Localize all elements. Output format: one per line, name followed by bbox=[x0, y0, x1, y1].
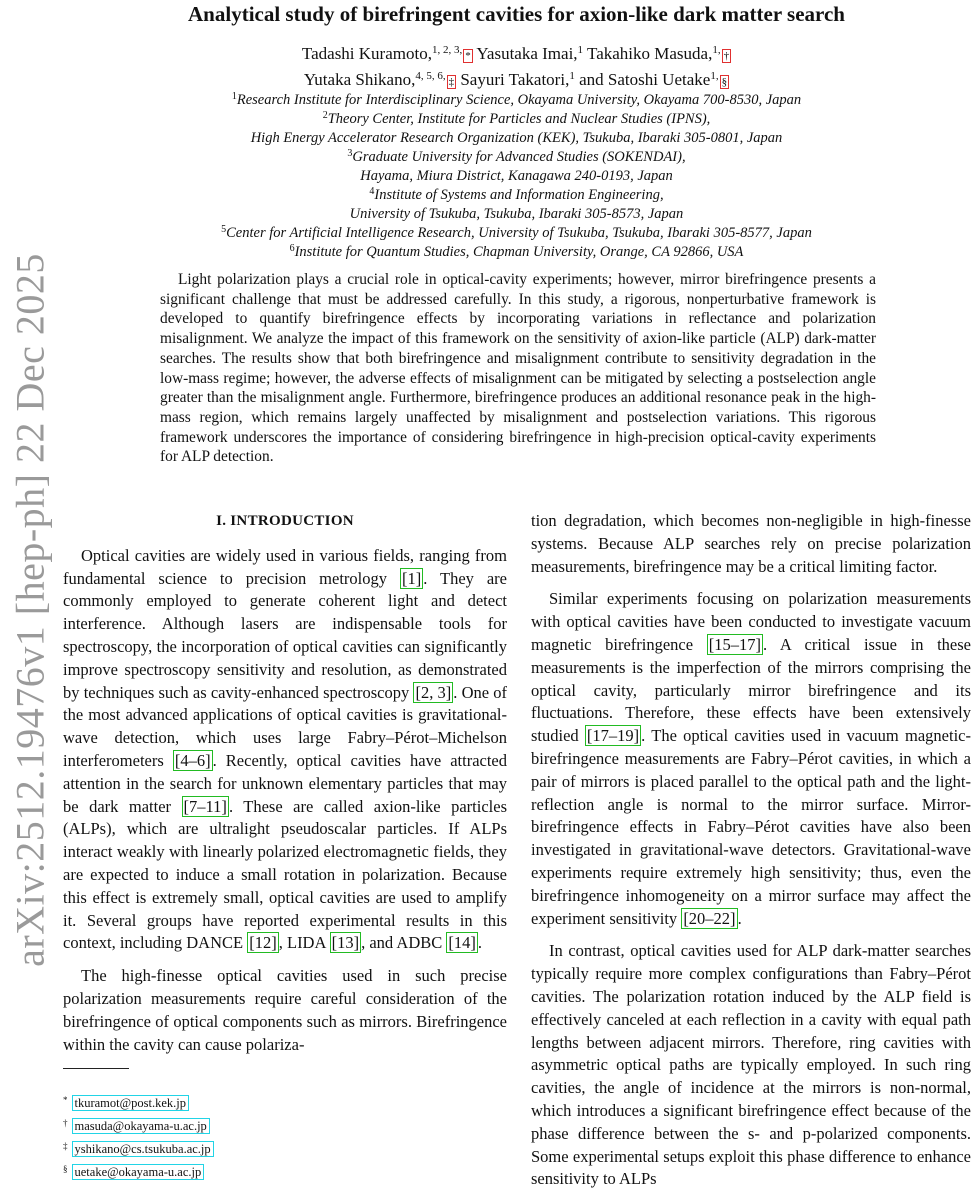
paragraph-text: The high-finesse optical cavities used in such precise polarization measurements require careful consideration of the birefringence of optical components such as mirrors. Birefringence within the cavity can cause polariza- bbox=[63, 966, 507, 1054]
paragraph-text: . One of the most advanced applications of optical cavities is gravitational-wave detection, which uses large Fabry–Pérot–Michelson interferometers bbox=[63, 682, 508, 770]
footnote-rule bbox=[63, 1068, 129, 1069]
affiliation-line: Hayama, Miura District, Kanagawa 240-0193, Japan bbox=[360, 168, 673, 184]
footnote-link[interactable]: § bbox=[721, 76, 728, 88]
author: Yutaka Shikano,$^{4, 5, 6,}$ ‡ bbox=[303, 70, 455, 89]
affiliation-line: $^4$Institute of Systems and Information Engineering, bbox=[369, 186, 664, 203]
arxiv-identifier: arXiv:2512.19476v1 [hep-ph] 22 Dec 2025 bbox=[7, 253, 53, 967]
affiliation-line: $^6$Institute for Quantum Studies, Chapman University, Orange, CA 92866, USA bbox=[289, 243, 744, 260]
footnote-link[interactable]: † bbox=[723, 50, 730, 62]
body-paragraph bbox=[531, 588, 971, 930]
arxiv-sidebar bbox=[0, 253, 60, 967]
paragraph-text: . Recently, optical cavities have attracted attention in the search for unknown elementary particles that may be dark matter bbox=[63, 750, 508, 816]
abstract: Light polarization plays a crucial role in optical-cavity experiments; however, mirror birefringence presents a significant challenge that must be addressed carefully. In this study, a rigorous, nonperturbative framework is developed to quantify birefringence effects by incorporating variations in reflectance and polarization misalignment. We analyze the impact of this framework on the sensitivity of axion-like particle (ALP) dark-matter searches. The results show that both birefringence and misalignment contribute to sensitivity degradation in the low-mass regime; however, the adverse effects of misalignment can be mitigated by selecting a postselection angle greater than the misalignment angle. Furthermore, birefringence produces an additional resonance peak in the high-mass region, which remains largely unaffected by misalignment and postselection variations. This rigorous framework underscores the importance of considering birefringence in high-precision optical-cavity experiments for ALP detection. bbox=[160, 271, 876, 466]
paragraph-text: Similar experiments focusing on polarization measurements with optical cavities have been conducted to investigate vacuum magnetic birefringence bbox=[531, 589, 971, 654]
footnote-link[interactable]: ‡ bbox=[448, 76, 455, 88]
paragraph-text: Optical cavities are widely used in various fields, ranging from fundamental science to precision metrology bbox=[63, 545, 507, 588]
paper-title: Analytical study of birefringent cavities for axion-like dark matter search bbox=[188, 2, 845, 26]
citation-link[interactable]: [2, 3] bbox=[415, 682, 452, 702]
email-link[interactable]: masuda@okayama-u.ac.jp bbox=[72, 1118, 210, 1134]
citation-link[interactable]: [20–22] bbox=[683, 908, 736, 928]
author: Takahiko Masuda,$^{1,}$ † bbox=[587, 44, 730, 63]
body-paragraph bbox=[63, 545, 507, 955]
section-heading: I. INTRODUCTION bbox=[216, 513, 354, 529]
footnotes bbox=[63, 1092, 214, 1184]
email-link[interactable]: yshikano@cs.tsukuba.ac.jp bbox=[72, 1141, 214, 1157]
author: and Satoshi Uetake$^{1,}$ § bbox=[579, 70, 728, 89]
citation-link[interactable]: [1] bbox=[401, 568, 422, 588]
citation-link[interactable]: [4–6] bbox=[174, 750, 211, 770]
paragraph-text: . bbox=[477, 933, 482, 953]
paragraph-text: , and ADBC bbox=[361, 933, 447, 953]
author: Sayuri Takatori,$^1$ bbox=[460, 70, 575, 89]
citation-link[interactable]: [12] bbox=[249, 933, 277, 953]
paragraph-text: . These are called axion-like particles (ALPs), which are ultralight pseudoscalar particles. If ALPs interact weakly with linearly polarized electromagnetic fields, they are expected to induce a small rotation in polarization. Because this effect is extremely small, optical cavities are used to amplify it. Several groups have reported experimental results in this context, including DANCE bbox=[63, 796, 507, 953]
paragraph-text: . A critical issue in these measurements is the imperfection of the mirrors comprising the optical cavity, particularly mirror birefringence and its fluctuations. Therefore, these effects have been extensively studied bbox=[531, 634, 972, 746]
author: Tadashi Kuramoto,$^{1, 2, 3,}$ * bbox=[301, 44, 471, 63]
body-paragraph bbox=[531, 510, 971, 578]
affiliation-line: $^1$Research Institute for Interdisciplinary Science, Okayama University, Okayama 700-8530, Japan bbox=[231, 91, 802, 108]
citation-link[interactable]: [14] bbox=[448, 933, 476, 953]
left-column bbox=[63, 510, 507, 1066]
author: Yasutaka Imai,$^1$ bbox=[476, 44, 584, 63]
body-paragraph bbox=[63, 965, 507, 1056]
footnote: ‡ yshikano@cs.tsukuba.ac.jp bbox=[63, 1138, 214, 1161]
body-paragraph bbox=[531, 940, 971, 1191]
citation-link[interactable]: [7–11] bbox=[183, 796, 227, 816]
affiliation-line: $^2$Theory Center, Institute for Particles and Nuclear Studies (IPNS), bbox=[322, 110, 711, 127]
affiliations bbox=[60, 91, 973, 262]
paragraph-text: , LIDA bbox=[278, 933, 330, 953]
affiliation-line: University of Tsukuba, Tsukuba, Ibaraki 305-8573, Japan bbox=[349, 206, 684, 222]
email-link[interactable]: tkuramot@post.kek.jp bbox=[72, 1095, 190, 1111]
footnote: * tkuramot@post.kek.jp bbox=[63, 1092, 214, 1115]
email-link[interactable]: uetake@okayama-u.ac.jp bbox=[72, 1164, 205, 1180]
footnote-link[interactable]: * bbox=[465, 50, 471, 62]
affiliation-line: $^3$Graduate University for Advanced Studies (SOKENDAI), bbox=[347, 148, 686, 165]
paragraph-text: . They are commonly employed to generate coherent light and detect interference. Although lasers are indispensable tools for spectroscopy, the incorporation of optical cavities can significantly improve spectroscopy sensitivity and resolution, as demonstrated by techniques such as cavity-enhanced spectroscopy bbox=[63, 568, 507, 702]
affiliation-line: High Energy Accelerator Research Organization (KEK), Tsukuba, Ibaraki 305-0801, Japan bbox=[250, 130, 783, 146]
paragraph-text: . bbox=[737, 908, 742, 928]
paragraph-text: In contrast, optical cavities used for ALP dark-matter searches typically require more complex configurations than Fabry–Pérot cavities. The polarization rotation induced by the ALP field is effectively canceled at each reflection in a cavity with equal path lengths between adjacent mirrors. Therefore, ring cavities with asymmetric optical paths are typically employed. In such ring cavities, the angle of incidence at the mirrors is non-normal, which introduces a significant birefringence effect because of the phase difference between the s- and p-polarized components. Some experimental setups exploit this phase difference to enhance sensitivity to ALPs bbox=[531, 941, 971, 1189]
footnote: § uetake@okayama-u.ac.jp bbox=[63, 1161, 214, 1184]
right-column bbox=[531, 510, 971, 1201]
paragraph-text: tion degradation, which becomes non-negligible in high-finesse systems. Because ALP searches rely on precise polarization measurements, birefringence may be a critical limiting factor. bbox=[531, 511, 971, 576]
citation-link[interactable]: [13] bbox=[331, 933, 360, 953]
paragraph-text: . The optical cavities used in vacuum magnetic-birefringence measurements are Fabry–Pérot cavities, in which a pair of mirrors is placed parallel to the optical path and the light-reflection angle is normal to the mirror surface. Mirror-birefringence effects in Fabry–Pérot cavities have also been investigated in gravitational-wave detectors. Gravitational-wave experiments require extremely high sensitivity; thus, even the birefringence inhomogeneity on a mirror surface may affect the experiment sensitivity bbox=[531, 726, 971, 928]
author-list bbox=[60, 42, 973, 94]
footnote: † masuda@okayama-u.ac.jp bbox=[63, 1115, 214, 1138]
citation-link[interactable]: [17–19] bbox=[586, 726, 640, 746]
citation-link[interactable]: [15–17] bbox=[708, 634, 761, 654]
affiliation-line: $^5$Center for Artificial Intelligence Research, University of Tsukuba, Tsukuba, Ibaraki 305-8577, Japan bbox=[221, 224, 812, 241]
